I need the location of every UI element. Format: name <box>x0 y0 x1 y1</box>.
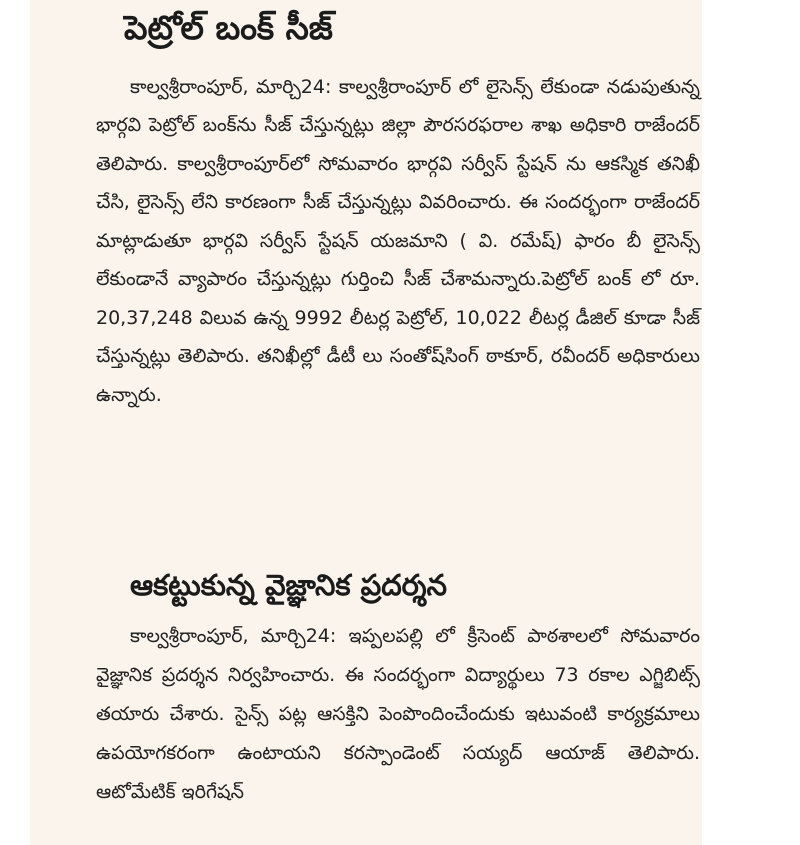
article-body: కాల్వశ్రీరాంపూర్, మార్చి24: ఇప్పలపల్లి లో క్రీసెంట్ పాఠశాలలో సోమవారం వైజ్ఞానిక ప్రదర్శన నిర్వహించారు. ఈ సందర్భంగా విద్యార్థులు 73 రకాల ఎగ్జిబిట్స్ తయారు చేశారు. సైన్స్ పట్ల ఆసక్తిని పెంపొందించేందుకు ఇటువంటి కార్యక్రమాలు ఉపయోగకరంగా ఉంటాయని కరస్పాండెంట్ సయ్యద్ ఆయాజ్ తెలిపారు. ఆటోమేటిక్ ఇరిగేషన్ <box>96 624 700 803</box>
article-body: కాల్వశ్రీరాంపూర్, మార్చి24: కాల్వశ్రీరాంపూర్ లో లైసెన్స్ లేకుండా నడుపుతున్న భార్గవి పెట్రోల్ బంక్‌ను సీజ్ చేస్తున్నట్లు జిల్లా పౌరసరఫరాల శాఖ అధికారి రాజేందర్ తెలిపారు. కాల్వశ్రీరాంపూర్‌లో సోమవారం భార్గవి సర్వీస్ స్టేషన్ ను ఆకస్మిక తనిఖీ చేసి, లైసెన్స్ లేని కారణంగా సీజ్ చేస్తున్నట్లు వివరించారు. ఈ సందర్భంగా రాజేందర్ మాట్లాడుతూ భార్గవి సర్వీస్ స్టేషన్ యజమాని ( వి. రమేష్) ఫారం బీ లైసెన్స్ లేకుండానే వ్యాపారం చేస్తున్నట్లు గుర్తించి సీజ్ చేశామన్నారు.పెట్రోల్ బంక్ లో రూ. 20,37,248 విలువ ఉన్న 9992 లీటర్ల పెట్రోల్, 10,022 లీటర్ల డీజిల్ కూడా సీజ్ చేస్తున్నట్లు తెలిపారు. తనిఖీల్లో డీటీ లు సంతోష్‌సింగ్ ఠాకూర్, రవీందర్ అధికారులు ఉన్నారు. <box>96 75 700 406</box>
article-headline: ఆకట్టుకున్న వైజ్ఞానిక ప్రదర్శన <box>130 568 447 602</box>
newspaper-clipping <box>30 0 702 845</box>
article-headline: పెట్రోల్ బంక్ సీజ్ <box>124 8 333 47</box>
article-petrol-bunk-seized <box>96 0 700 414</box>
article-science-exhibition <box>96 566 700 812</box>
